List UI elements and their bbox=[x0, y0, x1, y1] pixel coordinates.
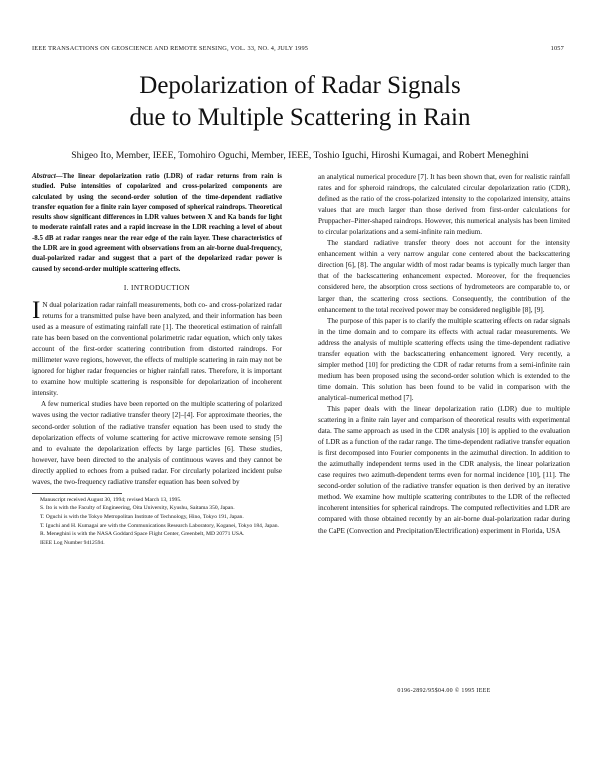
section-heading: I. INTRODUCTION bbox=[123, 283, 191, 292]
footnote: Manuscript received August 30, 1994; revised March 13, 1995. bbox=[40, 496, 182, 503]
title-line-1: Depolarization of Radar Signals bbox=[139, 72, 461, 99]
left-column bbox=[32, 172, 282, 547]
footnote: IEEE Log Number 9412594. bbox=[40, 539, 105, 546]
right-column bbox=[318, 172, 570, 537]
footnote: T. Iguchi and H. Kumagai are with the Communications Research Laboratory, Koganei, Tokyo 184, Japan. bbox=[40, 522, 279, 529]
footnotes bbox=[32, 496, 282, 548]
abstract-text: The linear depolarization ratio (LDR) of radar returns from rain is studied. Pulse intensities of copolarized and cross-polarized components are calculated by using the second-order solution of the time-dependent radiative transfer equation for a finite rain layer composed of spherical raindrops. Theoretical results show significant differences in LDR values between X and Ka bands for light to moderate rainfall rates and a rapid increase in the LDR reaching a level of about -8.5 dB at radar ranges near the rear edge of the rain layer. These characteristics of the LDR are in good agreement with observations from an air-borne dual-frequency, dual-polarized radar and suggest that a part of the depolarized radar power is caused by second-order multiple scattering effects. bbox=[32, 173, 282, 273]
paper-title bbox=[0, 70, 600, 134]
footnote: S. Ito is with the Faculty of Engineering, Oita University, Kyushu, Saitama 350, Japan. bbox=[40, 505, 235, 512]
body-paragraph: The standard radiative transfer theory does not account for the intensity enhancement within a very narrow angular cone centered about the backscattering direction [6], [8]. The angular width of most radar beams is typically much larger than that of the backscattering enhancement expected. Moreover, for the frequencies considered here, the absorption cross sections of hydrometeors are comparable to, or larger than, the scattering cross sections. Consequently, the contribution of the enhancement to the total received power may be considered negligible [8], [9]. bbox=[318, 239, 570, 314]
journal-citation: IEEE TRANSACTIONS ON GEOSCIENCE AND REMOTE SENSING, VOL. 33, NO. 4, JULY 1995 bbox=[32, 45, 309, 52]
abstract bbox=[32, 172, 282, 275]
page-number: 1057 bbox=[550, 45, 564, 52]
footnote-divider bbox=[32, 493, 122, 494]
drop-cap: I bbox=[32, 297, 41, 325]
body-paragraph: an analytical numerical procedure [7]. It has been shown that, even for realistic rainfall rates and for spheroid raindrops, the calculated circular depolarization ratio (CDR), defined as the ratio of the cross-polarized intensity to the copolarized intensity, attains values that are much larger than those derived from first-order calculations for Pruppacher–Pitter-shaped raindrops. However, this numerical analysis has been limited to circular polarizations and a semi-infinite rain medium. bbox=[318, 173, 570, 237]
title-line-2: due to Multiple Scattering in Rain bbox=[129, 104, 471, 131]
abstract-lead: Abstract— bbox=[32, 173, 63, 180]
body-paragraph: The purpose of this paper is to clarify the multiple scattering effects on radar signals in the time domain and to compare its effects with actual radar measurements. We address the analysis of multiple scattering effects using the time-dependent radiative transfer equation with the backscattering enhancement ignored. Very recently, a simpler method [10] for predicting the CDR of radar returns from a semi-infinite rain medium has been proposed using the second-order solution which is extended to the time domain. This solution has been found to be valid in comparison with the analytical–numerical method [7]. bbox=[318, 316, 570, 402]
footnote: T. Oguchi is with the Tokyo Metropolitan Institute of Technology, Hino, Tokyo 191, Japan. bbox=[40, 514, 244, 520]
intro-paragraph-1 bbox=[32, 297, 282, 399]
intro-paragraph-1-text: N dual polarization radar rainfall measurements, both co- and cross-polarized radar returns for a transmitted pulse have been analyzed, and their information has been used as a measure of estimating rainfall rate [1]. The theoretical estimation of rainfall rate has been based on the conventional polarimetric radar equation, which only takes account of the first-order scattering contribution from distorted raindrops. For millimeter wave regions, however, the effects of multiple scattering in rain may not be ignored for higher radar frequencies or higher rainfall rates. Therefore, it is important to examine how multiple scattering is responsible for depolarization of incoherent intensity. bbox=[32, 301, 282, 398]
body-paragraph: This paper deals with the linear depolarization ratio (LDR) due to multiple scattering in a finite rain layer and comparison of theoretical results with experimental data. The same approach as used in the CDR analysis [10] is applied to the evaluation of LDR as a function of the radar range. The time-dependent radiative transfer equation is first decomposed into Fourier components in the azimuthal direction. In addition to the azimuthally independent terms used in the CDR analysis, the linear polarization case requires two azimuth-dependent terms even for normal incidence [10], [11]. The second-order solution of the radiative transfer equation is then derived by an iterative method. We examine how multiple scattering contributes to the LDR of the reflected incoherent intensities for spherical raindrops. The computed reflectivities and LDR are compared with those obtained recently by an air-borne dual-polarization radar during the CaPE (Convection and Precipitation/Electrification) experiment in Florida, USA bbox=[318, 404, 570, 535]
footnote: R. Meneghini is with the NASA Goddard Space Flight Center, Greenbelt, MD 20771 USA. bbox=[40, 531, 245, 538]
author-list: Shigeo Ito, Member, IEEE, Tomohiro Oguchi, Member, IEEE, Toshio Iguchi, Hiroshi Kumagai, and Robert Meneghini bbox=[71, 150, 529, 161]
copyright-footer: 0196-2892/95$04.00 © 1995 IEEE bbox=[397, 688, 491, 694]
intro-paragraph-2: A few numerical studies have been reported on the multiple scattering of polarized waves using the vector radiative transfer theory [2]–[4]. For approximate theories, the second-order solution of the radiative transfer equation has been used to study the depolarization effects of volume scattering for active microwave remote sensing [5] and to evaluate the depolarization effects by large particles [6]. These studies, however, have been directed to the analysis of continuous waves and they cannot be directly applied to echoes from a pulsed radar. For circularly polarized incident pulse waves, the two-frequency radiative transfer equation has been solved by bbox=[32, 400, 282, 486]
running-header bbox=[32, 45, 564, 52]
